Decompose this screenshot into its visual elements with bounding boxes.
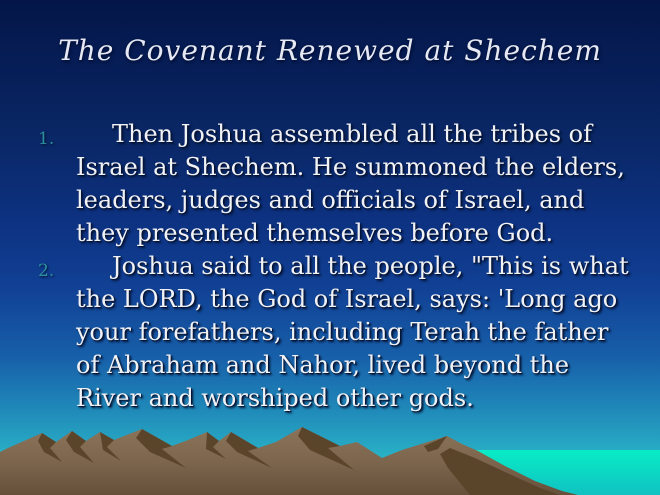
item-text: Joshua said to all the people, "This is what the LORD, the God of Israel, says: 'Long ago your forefathers, including Terah the father of Abraham and Nahor, lived beyond the River and worshiped other gods. (76, 252, 629, 412)
mountains-graphic (0, 420, 660, 495)
list-item (30, 250, 632, 415)
slide-title: The Covenant Renewed at Shechem (58, 34, 602, 67)
bullet-list (30, 118, 632, 415)
item-number: 2. (38, 261, 55, 281)
item-text: Then Joshua assembled all the tribes of Israel at Shechem. He summoned the elders, leaders, judges and officials of Israel, and they presented themselves before God. (76, 120, 625, 247)
list-item (30, 118, 632, 250)
item-number: 1. (38, 129, 55, 149)
